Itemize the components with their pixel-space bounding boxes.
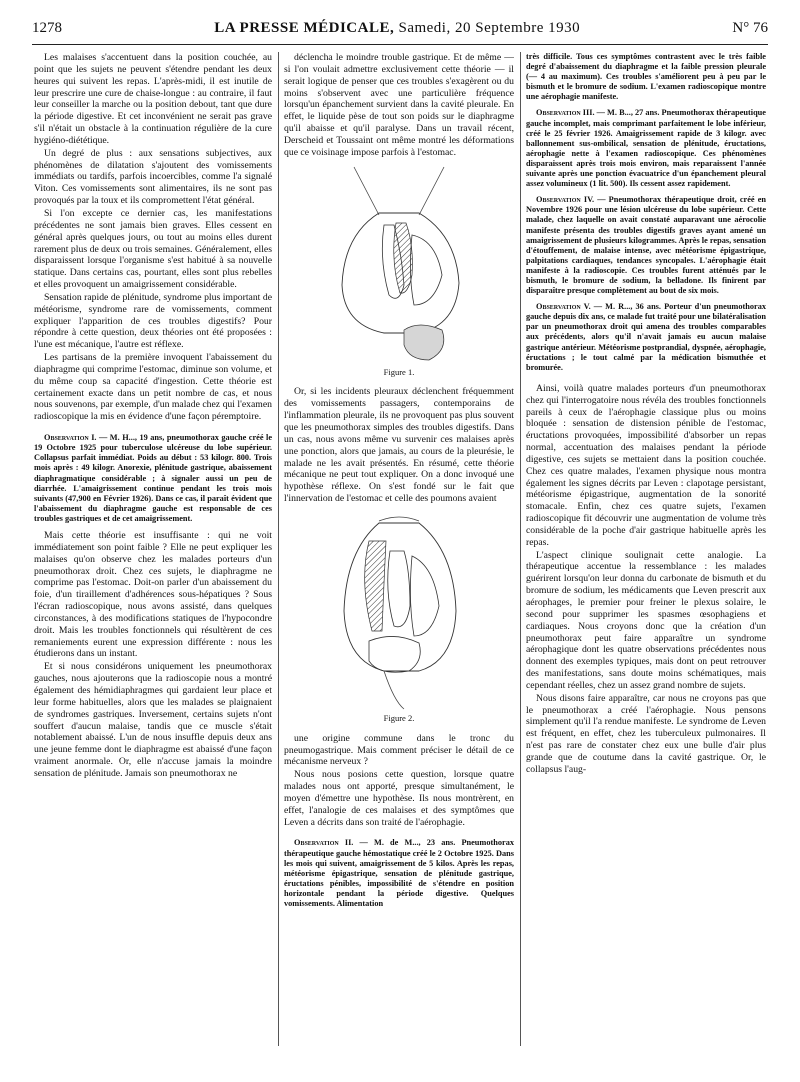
observation-label: Observation V.: [536, 302, 591, 312]
observation-text: — Pneumothorax thérapeutique droit, créé en Novembre 1926 pour une lésion ulcéreuse du lobe supérieur. Cette malade, chez laquelle on avait constaté auparavant une aérocolie manifeste présenta des troubles digestifs graves ayant amené un amaigrissement de plusieurs kilogrammes. Après le repas, sensation d'étouffement, de malaise intense, avec météorisme épigastrique, palpitations cardiaques, tendances syncopales. L'aérophagie était manifeste à la radioscopie. Ces troubles furent atténués par le bismuth, le bromure de sodium, la belladone. Ils finirent par disparaître presque complètement au bout de six mois.: [526, 195, 766, 296]
thorax-diagram-1: [324, 165, 474, 365]
column-3: [526, 52, 766, 1046]
journal-title: [214, 20, 580, 37]
page-header: [32, 20, 768, 45]
paragraph: Les partisans de la première invoquent l'abaissement du diaphragme qui comprime l'estomac, diminue son volume, et du même coup sa capacité d'ingestion. Cette théorie est certainement exacte dans un petit nombre de cas, et nous nous souvenons, par exemple, d'un malade chez qui l'examen radioscopique la mis en évidence d'une façon péremptoire.: [34, 352, 272, 423]
issue-number: N° 76: [732, 20, 768, 36]
figure-caption: Figure 2.: [383, 712, 415, 723]
paragraph: L'aspect clinique soulignait cette analogie. La thérapeutique accentue la ressemblance : les malades guérirent lorsqu'on leur donna du carbonate de bismuth et du bromure de sodium, les médicaments que Leven prescrit aux aérophages, le premier pour freiner le plexus solaire, le second pour supprimer les spasmes œsophagiens et cardiaques. Nous croyons donc que la création d'un pneumothorax peut faire apparaître un syndrome aérophagique dont les quatre observations précédentes nous donnent des exemples typiques, mais dont on peut retrouver des manifestations, sans doute moins schématiques, mais cependant réelles, chez un assez grand nombre de sujets.: [526, 549, 766, 691]
observation-5: [526, 302, 766, 373]
paragraph: Ainsi, voilà quatre malades porteurs d'un pneumothorax chez qui l'interrogatoire nous révéla des troubles fonctionnels pareils à ceux de l'aérophagie classique plus ou moins bloquée : sensation de distension pénible de l'estomac, éructations provoquées, impossibilité d'absorber un repas normal, accentuation des malaises pendant la période digestive, ces sujets se mettaient dans la position couchée. Chez ces quatre malades, l'examen physique nous montra également les signes décrits par Leven : clapotage persistant, météorisme épigastrique, augmentation de la sonorité stomacale. Enfin, chez ces quatre sujets, l'examen radioscopique fit découvrir une augmentation de volume très considérable de la poche d'air gastrique habituelle après les repas.: [526, 382, 766, 548]
paragraph: Un degré de plus : aux sensations subjectives, aux phénomènes de dilatation s'ajoutent des vomissements immédiats ou tardifs, parfois incoercibles, comme l'a signalé Viton. Ces vomissements sont alimentaires, ils ne sont pas provoqués par la toux et ils compromettent l'état général.: [34, 147, 272, 207]
observation-3: [526, 108, 766, 189]
paragraph: Sensation rapide de plénitude, syndrome plus important de météorisme, syndrome rare de vomissements, comment expliquer l'apparition de ces troubles digestifs? Pour répondre à cette question, deux théories ont été proposées : l'une est mécanique, l'autre est réflexe.: [34, 291, 272, 351]
paragraph: déclencha le moindre trouble gastrique. Et de même — si l'on voulait admettre exclusivement cette théorie — il serait logique de penser que ces troubles s'exagèrent ou du moins s'observent avec une particulière fréquence lorsqu'un épanchement survient dans la cavité pleurale. En effet, le liquide pèse de tout son poids sur le diaphragme qu'il abaisse et qu'il paralyse. Dans un travail récent, Derscheid et Toussaint ont même montré les déformations que ce voisinage impose parfois à l'estomac.: [284, 52, 514, 158]
page-number: 1278: [32, 20, 62, 36]
issue-date: Samedi, 20 Septembre 1930: [398, 20, 581, 36]
journal-name: LA PRESSE MÉDICALE,: [214, 20, 395, 36]
observation-1: [34, 433, 272, 524]
observation-text: — M. H..., 19 ans, pneumothorax gauche créé le 19 Octobre 1925 pour tuberculose ulcéreuse du lobe supérieur. Collapsus parfait immédiat. Poids au début : 53 kilogr. 800. Trois mois après : 49 kilogr. Anorexie, plénitude gastrique, abaissement diaphragmatique considérable ; à signaler aussi un peu de diarrhée. L'amaigrissement continue pendant les trois mois suivants (47,900 en Février 1926). Dans ce cas, il paraît évident que l'abaissement du diaphragme gauche est responsable de ces troubles gastriques et de cet amaigrissement.: [34, 433, 272, 523]
paragraph: Nous disons faire apparaître, car nous ne croyons pas que le pneumothorax a créé l'aérophagie. Nous pensons simplement qu'il l'a rendue manifeste. Le syndrome de Leven est fréquent, en effet, chez les tuberculeux pulmonaires. Il n'est pas rare de constater chez eux une bulle d'air plus grande que de coutume dans la cavité gastrique. Or, le collapsus l'aug-: [526, 692, 766, 775]
paragraph: Mais cette théorie est insuffisante : qui ne voit immédiatement son point faible ? Elle ne peut expliquer les malaises qu'on observe chez les malades porteurs d'un pneumothorax droit. Chez ces sujets, le diaphragme ne comprime pas l'estomac. Doit-on parler d'un abaissement du foie, d'un tiraillement d'adhérences sous-hépatiques ? Sous l'écran radioscopique, nous avons assisté, dans quelques circonstances, à des modifications statiques de l'hypocondre droit. Mais les troubles fonctionnels qui résultèrent de ces remaniements eurent une expression différente : nous les étudierons dans un instant.: [34, 530, 272, 660]
paragraph: Or, si les incidents pleuraux déclenchent fréquemment des vomissements passagers, contemporains de l'inflammation pleurale, ils ne provoquent pas plus souvent que les pneumothorax simples des troubles digestifs. Dans un cas, nous avons même vu survenir ces malaises après une ponction, alors que jamais, au cours de la pleurésie, le malade ne les avait présentés. En résumé, cette théorie mécanique ne peut tout expliquer. On a donc invoqué une hypothèse réflexe. On s'est fondé sur le fait que l'innervation de l'estomac et celle des poumons avaient: [284, 386, 514, 505]
observation-text: — M. de M..., 23 ans. Pneumothorax thérapeutique gauche hémostatique créé le 2 Octobre 1925. Dans les mois qui suivent, amaigrissement de 5 kilos. Après les repas, météorisme épigastrique, sensation de plénitude gastrique, éructations pénibles, impossibilité de s'étendre en position horizontale pendant la période digestive. Quelques vomissements. Alimentation: [284, 838, 514, 909]
column-rule: [278, 52, 279, 1046]
column-2: [284, 52, 514, 1046]
observation-label: Observation II.: [294, 838, 354, 848]
paragraph: Nous nous posions cette question, lorsque quatre malades nous ont apporté, presque simultanément, le moyen d'émettre une hypothèse. Ils nous montrèrent, en effet, l'analogie de ces malaises et des symptômes que Leven a décrits dans son traité de l'aérophagie.: [284, 769, 514, 828]
column-rule: [520, 52, 521, 1046]
paragraph: Les malaises s'accentuent dans la position couchée, au point que les sujets ne peuvent s'étendre pendant les deux heures qui suivent les repas. L'après-midi, il est inutile de leur prescrire une cure de chaise-longue : au contraire, il faut leur conseiller la marche ou la position debout, tant que dure la période digestive. Et cet inconvénient ne serait pas grave s'il n'était un obstacle à la continuation régulière de la cure hygiéno-diététique.: [34, 52, 272, 146]
thorax-diagram-2: [324, 511, 474, 711]
observation-text: — M. R..., 36 ans. Porteur d'un pneumothorax gauche depuis dix ans, ce malade fut traité pour une bilatéralisation par un pneumothorax droit qui amena des troubles comparables aux précédents, alors qu'il n'avait jamais eu aucun malaise gastrique antérieur. Météorisme postprandial, dyspnée, aérophagie, éructations ; le tout calmé par la médication bismuthée et bromurée.: [526, 302, 766, 372]
column-1: [34, 52, 272, 1046]
figure-1: [284, 165, 514, 379]
observation-label: Observation III.: [536, 108, 595, 118]
observation-label: Observation I.: [44, 433, 97, 443]
paragraph: Si l'on excepte ce dernier cas, les manifestations précédentes ne sont jamais bien graves. Elles cessent en général après quelques jours, ou tout au moins elles durent rarement plus de deux ou trois semaines. Généralement, elles disparaissent lorsque l'organisme s'est habitué à sa nouvelle statique. Dans certains cas, pourtant, elles sont plus rebelles et elles provoquent un amaigrissement considérable.: [34, 207, 272, 291]
observation-2: [284, 838, 514, 909]
observation-label: Observation IV.: [536, 195, 595, 205]
paragraph: Et si nous considérons uniquement les pneumothorax gauches, nous ajouterons que la radioscopie nous a montré également des hémidiaphragmes qui gardaient leur place et leur forme habituelles, alors que les malades se plaignaient de syndromes gastriques. Inversement, certains sujets n'ont souffert d'aucun malaise, tandis que ce muscle s'était notablement abaissé. L'un de nous insuffle depuis deux ans une jeune femme dont le diaphragme est abaissé d'une façon vraiment anormale. Or, elle n'accuse jamais la moindre sensation de plénitude. Jamais son pneumothorax ne: [34, 661, 272, 779]
paragraph: une origine commune dans le tronc du pneumogastrique. Mais comment préciser le détail de ce mécanisme nerveux ?: [284, 732, 514, 768]
observation-2-continued: très difficile. Tous ces symptômes contrastent avec le très faible degré d'abaissement du diaphragme et la faible pression pleurale (— 4 au maximum). Ces troubles s'améliorent peu à peu par le bismuth et le bromure de sodium. L'examen radioscopique montre une aérophagie manifeste.: [526, 52, 766, 102]
observation-4: [526, 195, 766, 296]
figure-2: [284, 511, 514, 725]
observation-text: — M. B..., 27 ans. Pneumothorax thérapeutique gauche incomplet, mais comprimant parfaitement le lobe inférieur, créé le 25 février 1926. Amaigrissement rapide de 3 kilogr. avec ballonnement sus-ombilical, sensation de plénitude, éructations, aérophagie nette à l'examen radioscopique. Ces phénomènes disparaissent après trois mois environ, mais reparaissent l'année suivante après une ponction évacuatrice d'un épanchement pleural assez volumineux (1 lit. 500). Ils cessent assez rapidement.: [526, 108, 766, 189]
figure-caption: Figure 1.: [383, 366, 415, 377]
